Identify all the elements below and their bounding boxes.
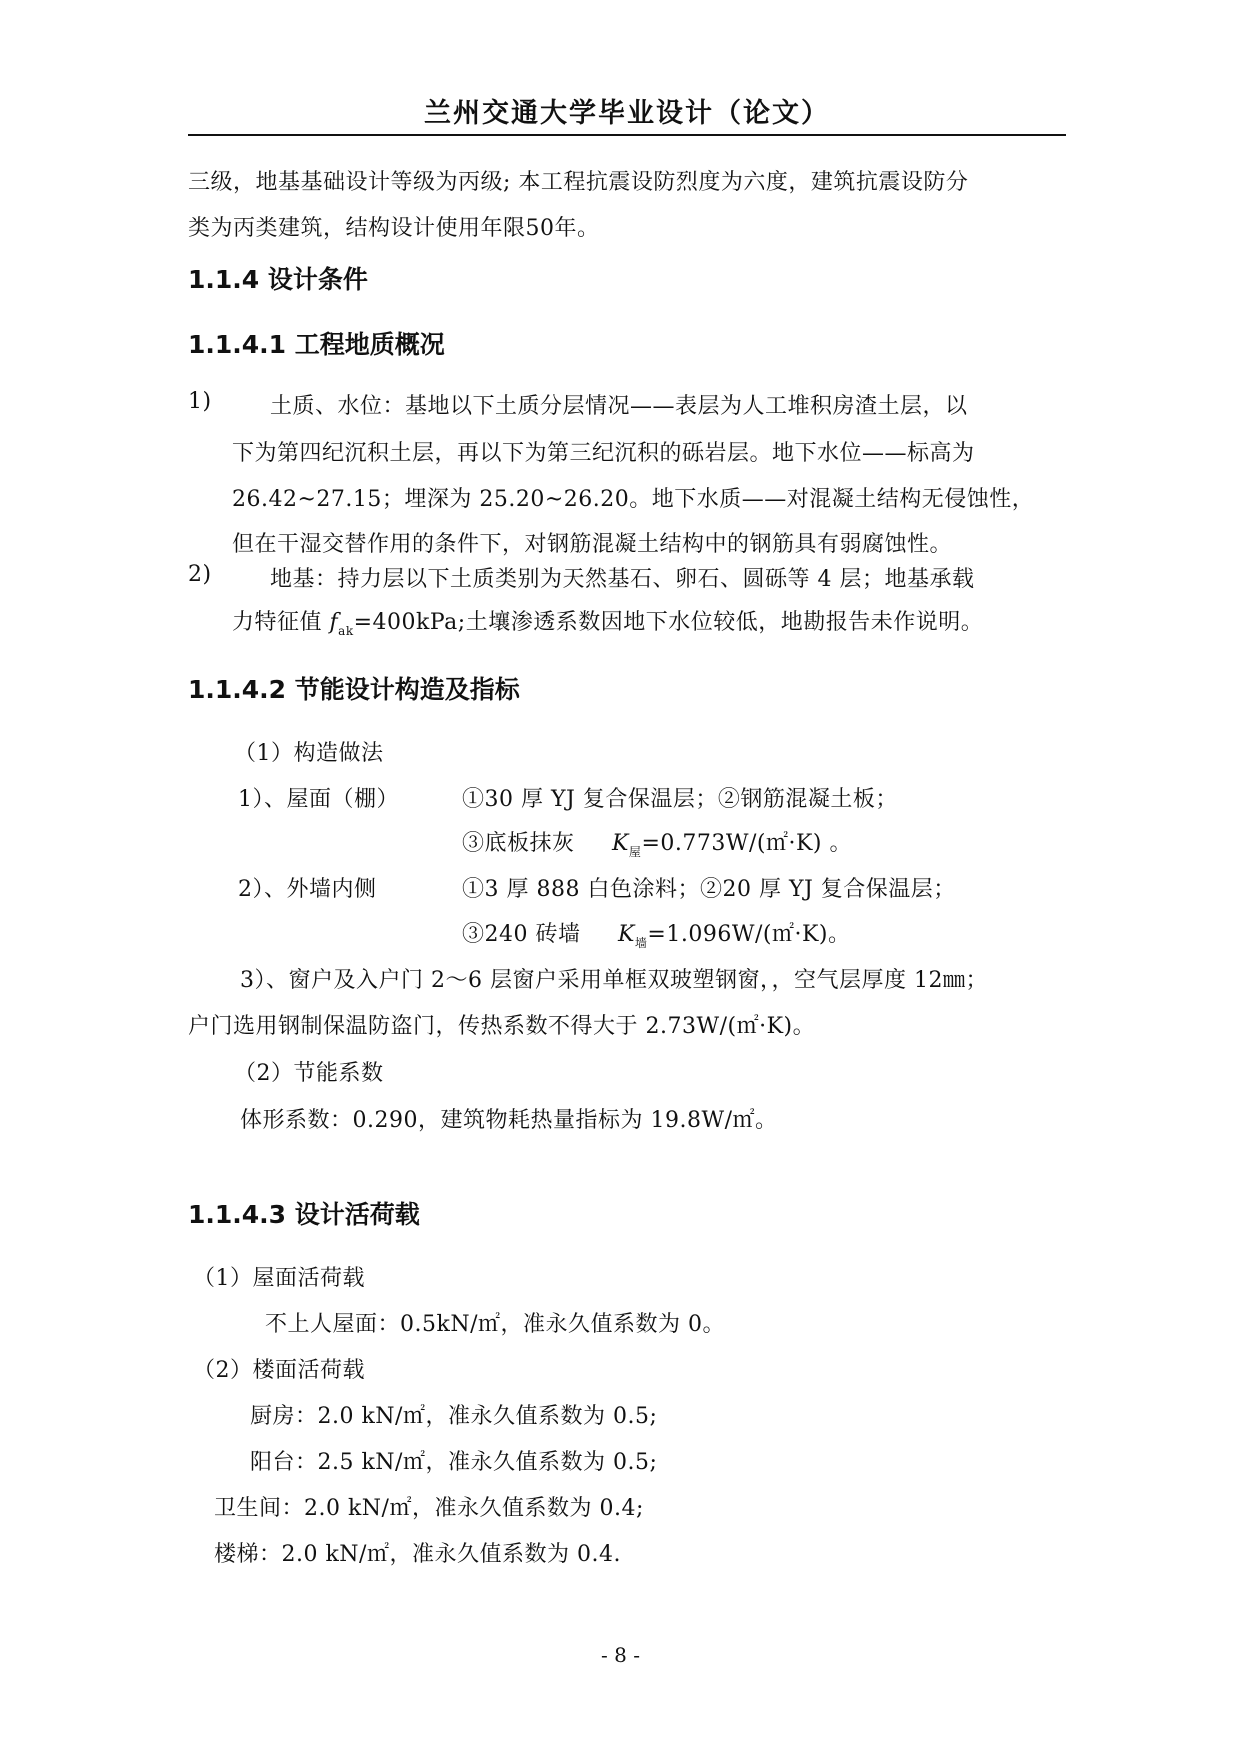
symbol-subscript: 屋 [628,845,642,859]
toilet-load: 卫生间：2.0 kN/㎡，准永久值系数为 0.4; [214,1496,644,1521]
text-prefix: 力特征值 [232,610,323,635]
f-ak-symbol [329,610,354,638]
k-roof-symbol [611,831,642,859]
energy-subheading-1: （1）构造做法 [234,741,384,766]
window-line-1: 3）、窗户及入户门 2～6 层窗户采用单框双玻塑钢窗，，空气层厚度 12㎜； [240,968,988,993]
geology-item1-line4: 但在干湿交替作用的条件下，对钢筋混凝土结构中的钢筋具有弱腐蚀性。 [232,532,953,557]
geology-item2-line2 [232,605,983,638]
k-wall-symbol [617,922,648,950]
intro-line-2: 类为丙类建筑，结构设计使用年限50年。 [188,216,600,241]
window-line-2: 户门选用钢制保温防盗门，传热系数不得大于 2.73W/(㎡·K)。 [188,1014,816,1039]
symbol-f: f [329,610,339,635]
section-title: 设计活荷载 [294,1200,420,1229]
section-heading-1-1-4-3 [188,1195,420,1231]
symbol-subscript: 墙 [634,936,648,950]
symbol-k: K [617,922,635,947]
wall-line-1: ①3 厚 888 白色涂料；②20 厚 YJ 复合保温层； [462,877,956,902]
section-title: 工程地质概况 [294,330,445,359]
stair-load: 楼梯：2.0 kN/㎡，准永久值系数为 0.4. [214,1542,621,1567]
text-suffix: =0.773W/(㎡·K) 。 [641,831,852,856]
geology-item1-line1: 土质、水位：基地以下土质分层情况——表层为人工堆积房渣土层，以 [270,394,968,419]
roof-live-load-item: 不上人屋面：0.5kN/㎡，准永久值系数为 0。 [265,1312,725,1337]
page-header-title: 兰州交通大学毕业设计（论文） [424,98,830,129]
section-heading-1-1-4-1 [188,325,445,361]
text-prefix: ③240 砖墙 [462,922,581,947]
section-number: 1.1.4.1 [188,330,287,359]
section-heading-1-1-4 [188,260,368,296]
section-number: 1.1.4.3 [188,1200,287,1229]
geology-item1-line3: 26.42~27.15；埋深为 25.20~26.20。地下水质——对混凝土结构无侵蚀性， [232,487,1035,512]
roof-label: 1）、屋面（棚） [238,787,399,812]
section-heading-1-1-4-2 [188,670,520,706]
section-title: 设计条件 [267,265,368,294]
section-number: 1.1.4 [188,265,260,294]
geology-item2-line1: 地基：持力层以下土质类别为天然基石、卵石、圆砾等 4 层；地基承载 [270,567,975,592]
list-marker-2: 2) [188,562,212,587]
kitchen-load: 厨房：2.0 kN/㎡，准永久值系数为 0.5; [250,1404,658,1429]
text-suffix: =400kPa;土壤渗透系数因地下水位较低，地勘报告未作说明。 [353,610,984,635]
header-rule [188,134,1066,136]
shape-coefficient: 体形系数：0.290，建筑物耗热量指标为 19.8W/㎡。 [240,1108,778,1133]
symbol-k: K [611,831,629,856]
wall-line-2 [462,917,850,951]
roof-live-load-heading: （1）屋面活荷载 [193,1266,365,1291]
geology-item1-line2: 下为第四纪沉积土层，再以下为第三纪沉积的砾岩层。地下水位——标高为 [232,441,975,466]
section-title: 节能设计构造及指标 [294,675,520,704]
section-number: 1.1.4.2 [188,675,287,704]
roof-line-2 [462,826,852,860]
symbol-subscript: ak [338,624,354,638]
wall-label: 2）、外墙内侧 [238,877,377,902]
balcony-load: 阳台：2.5 kN/㎡，准永久值系数为 0.5; [250,1450,658,1475]
list-marker-1: 1) [188,389,212,414]
floor-live-load-heading: （2）楼面活荷载 [193,1358,365,1383]
intro-line-1: 三级，地基基础设计等级为丙级; 本工程抗震设防烈度为六度，建筑抗震设防分 [188,170,969,195]
text-suffix: =1.096W/(㎡·K)。 [647,922,851,947]
text-prefix: ③底板抹灰 [462,831,575,856]
page-number: - 8 - [601,1643,640,1667]
roof-line-1: ①30 厚 YJ 复合保温层；②钢筋混凝土板； [462,787,898,812]
energy-subheading-2: （2）节能系数 [234,1061,384,1086]
